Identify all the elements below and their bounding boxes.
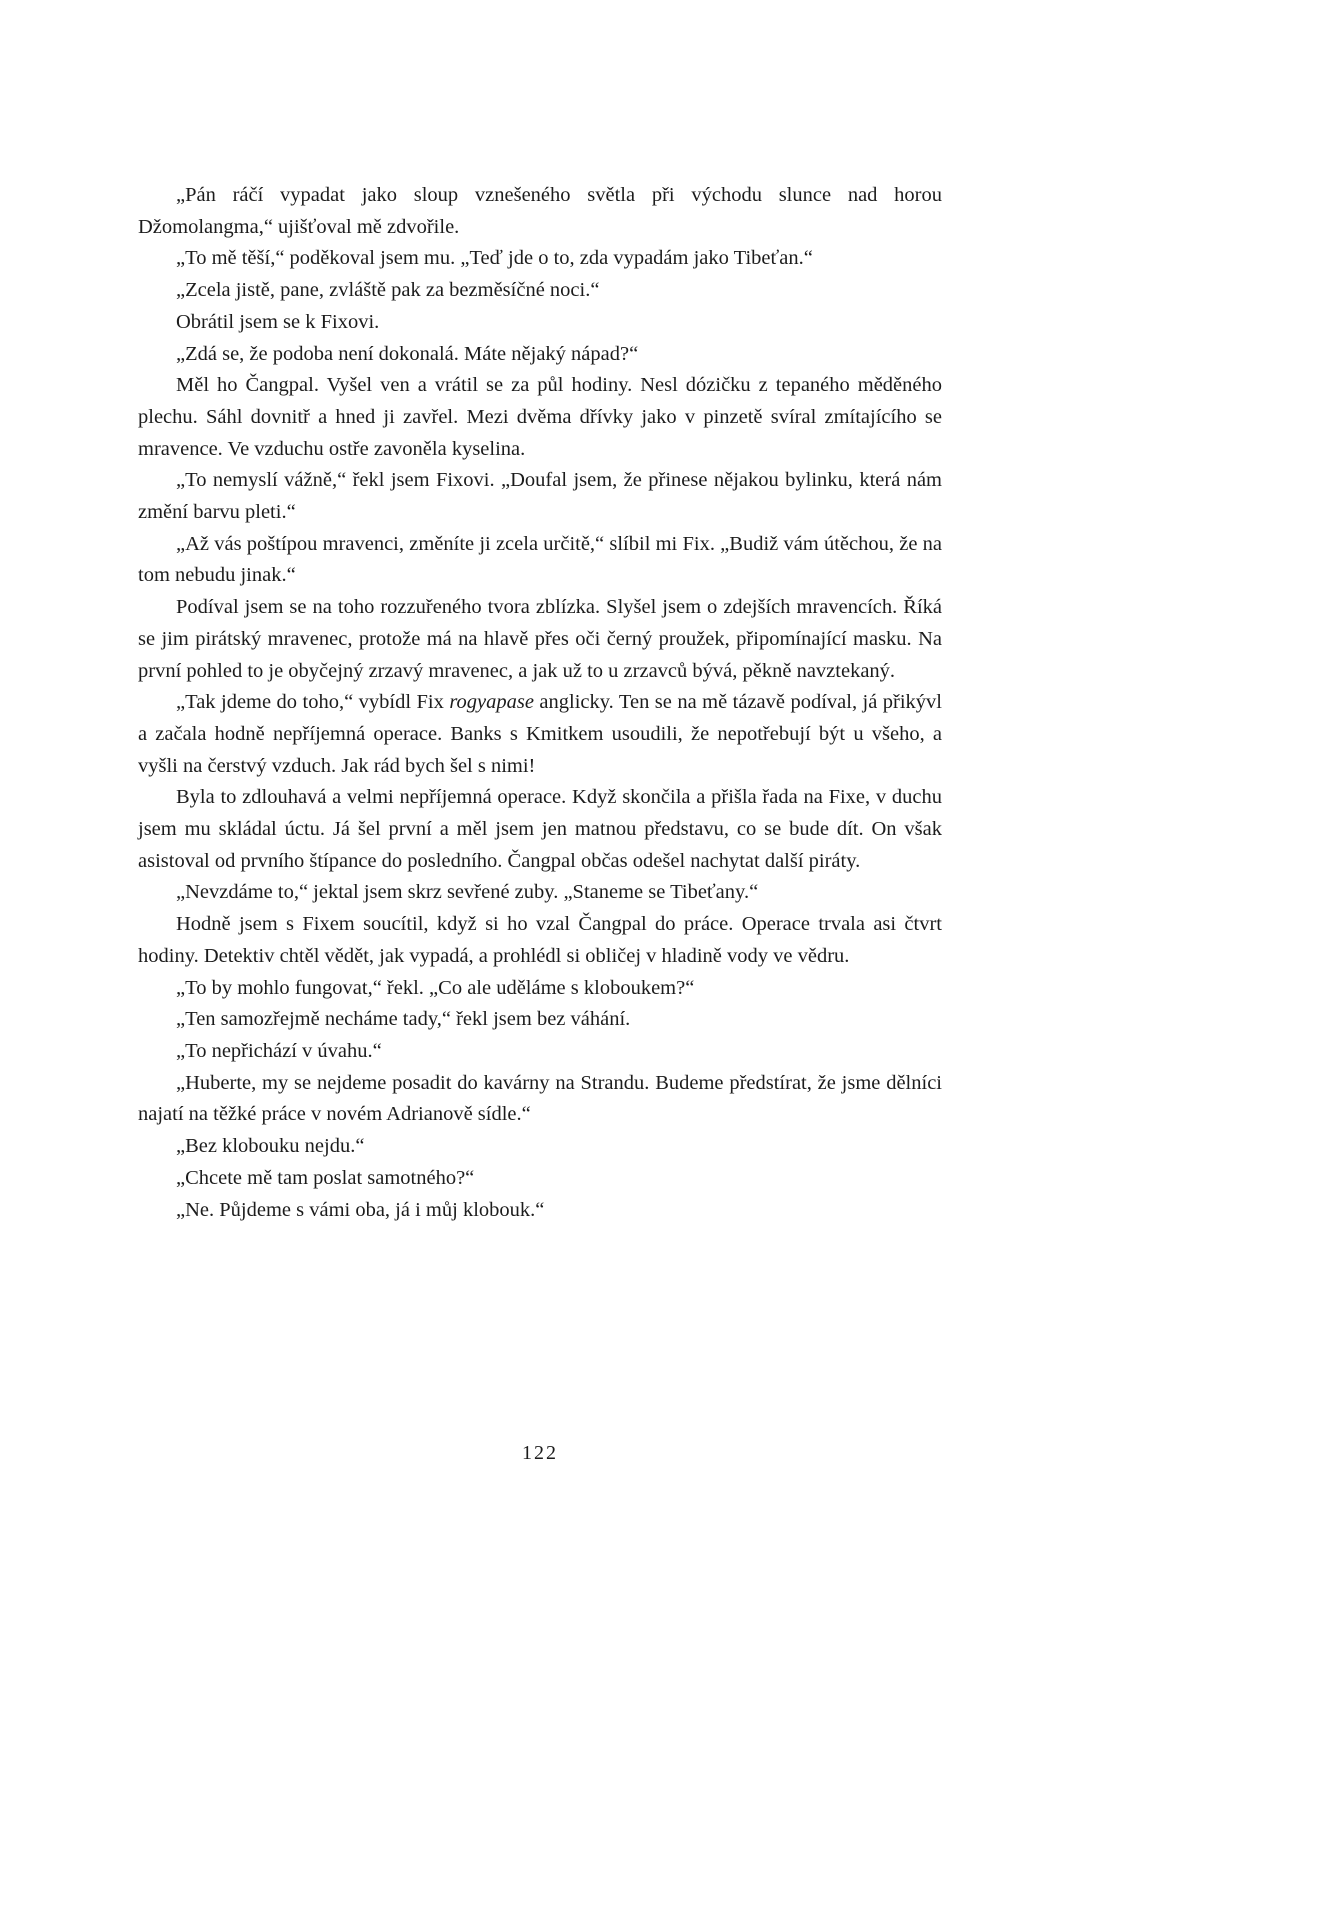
paragraph <box>138 1131 942 1163</box>
text-segment: „Zcela jistě, pane, zvláště pak za bezměsíčné noci.“ <box>176 279 600 302</box>
text-segment: „Huberte, my se nejdeme posadit do kavárny na Strandu. Budeme předstírat, že jsme dělníci najatí na těžké práce v novém Adrianově sídle.“ <box>138 1071 942 1126</box>
text-segment: Byla to zdlouhavá a velmi nepříjemná operace. Když skončila a přišla řada na Fixe, v duchu jsem mu skládal úctu. Já šel první a měl jsem jen matnou představu, co se bude dít. On však asistoval od prvního štípance do posledního. Čangpal občas odešel nachytat další piráty. <box>138 786 942 872</box>
paragraph <box>138 1195 942 1227</box>
text-segment: „To mě těší,“ poděkoval jsem mu. „Teď jde o to, zda vypadám jako Tibeťan.“ <box>176 247 813 270</box>
text-segment: „Nevzdáme to,“ jektal jsem skrz sevřené zuby. „Staneme se Tibeťany.“ <box>176 881 759 904</box>
paragraph <box>138 1004 942 1036</box>
text-segment: „Až vás poštípou mravenci, změníte ji zcela určitě,“ slíbil mi Fix. „Budiž vám útěchou, že na tom nebudu jinak.“ <box>138 532 942 587</box>
text-segment: „Ten samozřejmě necháme tady,“ řekl jsem bez váhání. <box>176 1008 631 1031</box>
text-segment: „To nepřichází v úvahu.“ <box>176 1039 382 1062</box>
paragraph <box>138 370 942 465</box>
paragraph <box>138 973 942 1005</box>
text-segment: Měl ho Čangpal. Vyšel ven a vrátil se za půl hodiny. Nesl dózičku z tepaného měděného plechu. Sáhl dovnitř a hned ji zavřel. Mezi dvěma dřívky jako v pinzetě svíral zmítajícího se mravence. Ve vzduchu ostře zavoněla kyselina. <box>138 374 942 460</box>
text-segment: „Zdá se, že podoba není dokonalá. Máte nějaký nápad?“ <box>176 342 639 365</box>
text-segment: „Bez klobouku nejdu.“ <box>176 1135 365 1158</box>
text-segment: „Pán ráčí vypadat jako sloup vznešeného světla při východu slunce nad horou Džomolangma,“ ujišťoval mě zdvořile. <box>138 184 942 238</box>
paragraph <box>138 782 942 877</box>
text-segment: „Tak jdeme do toho,“ vybídl Fix <box>176 691 450 714</box>
text-segment: Obrátil jsem se k Fixovi. <box>176 310 380 333</box>
paragraph <box>138 529 942 592</box>
paragraph <box>138 275 942 307</box>
paragraph <box>138 307 942 339</box>
paragraph <box>138 592 942 687</box>
text-segment: „Chcete mě tam poslat samotného?“ <box>176 1166 475 1189</box>
page-text <box>138 180 942 1226</box>
paragraph <box>138 909 942 972</box>
text-segment: Hodně jsem s Fixem soucítil, když si ho vzal Čangpal do práce. Operace trvala asi čtvrt hodiny. Detektiv chtěl vědět, jak vypadá, a prohlédl si obličej v hladině vody ve vědru. <box>138 913 942 967</box>
paragraph <box>138 243 942 275</box>
text-segment: „To by mohlo fungovat,“ řekl. „Co ale uděláme s kloboukem?“ <box>176 976 695 999</box>
paragraph <box>138 180 942 243</box>
text-segment: Podíval jsem se na toho rozzuřeného tvora zblízka. Slyšel jsem o zdejších mravencích. Říká se jim pirátský mravenec, protože má na hlavě přes oči černý proužek, připomínající masku. Na první pohled to je obyčejný zrzavý mravenec, a jak už to u zrzavců bývá, pěkně navztekaný. <box>138 596 942 682</box>
paragraph <box>138 1163 942 1195</box>
paragraph <box>138 1068 942 1131</box>
text-segment: „To nemyslí vážně,“ řekl jsem Fixovi. „Doufal jsem, že přinese nějakou bylinku, která nám změní barvu pleti.“ <box>138 469 942 524</box>
italic-text: rogyapase <box>449 691 534 714</box>
paragraph <box>138 687 942 782</box>
text-segment: „Ne. Půjdeme s vámi oba, já i můj klobouk.“ <box>176 1198 545 1221</box>
paragraph <box>138 465 942 528</box>
paragraph <box>138 877 942 909</box>
text-segment: anglicky. Ten se na mě tázavě podíval, já přikývl a začala hodně nepříjemná operace. Banks s Kmitkem usoudili, že nepotřebují být u všeho, a vyšli na čerstvý vzduch. Jak rád bych šel s nimi! <box>138 691 943 777</box>
page-number: 122 <box>522 1442 558 1464</box>
paragraph <box>138 1036 942 1068</box>
paragraph <box>138 339 942 371</box>
